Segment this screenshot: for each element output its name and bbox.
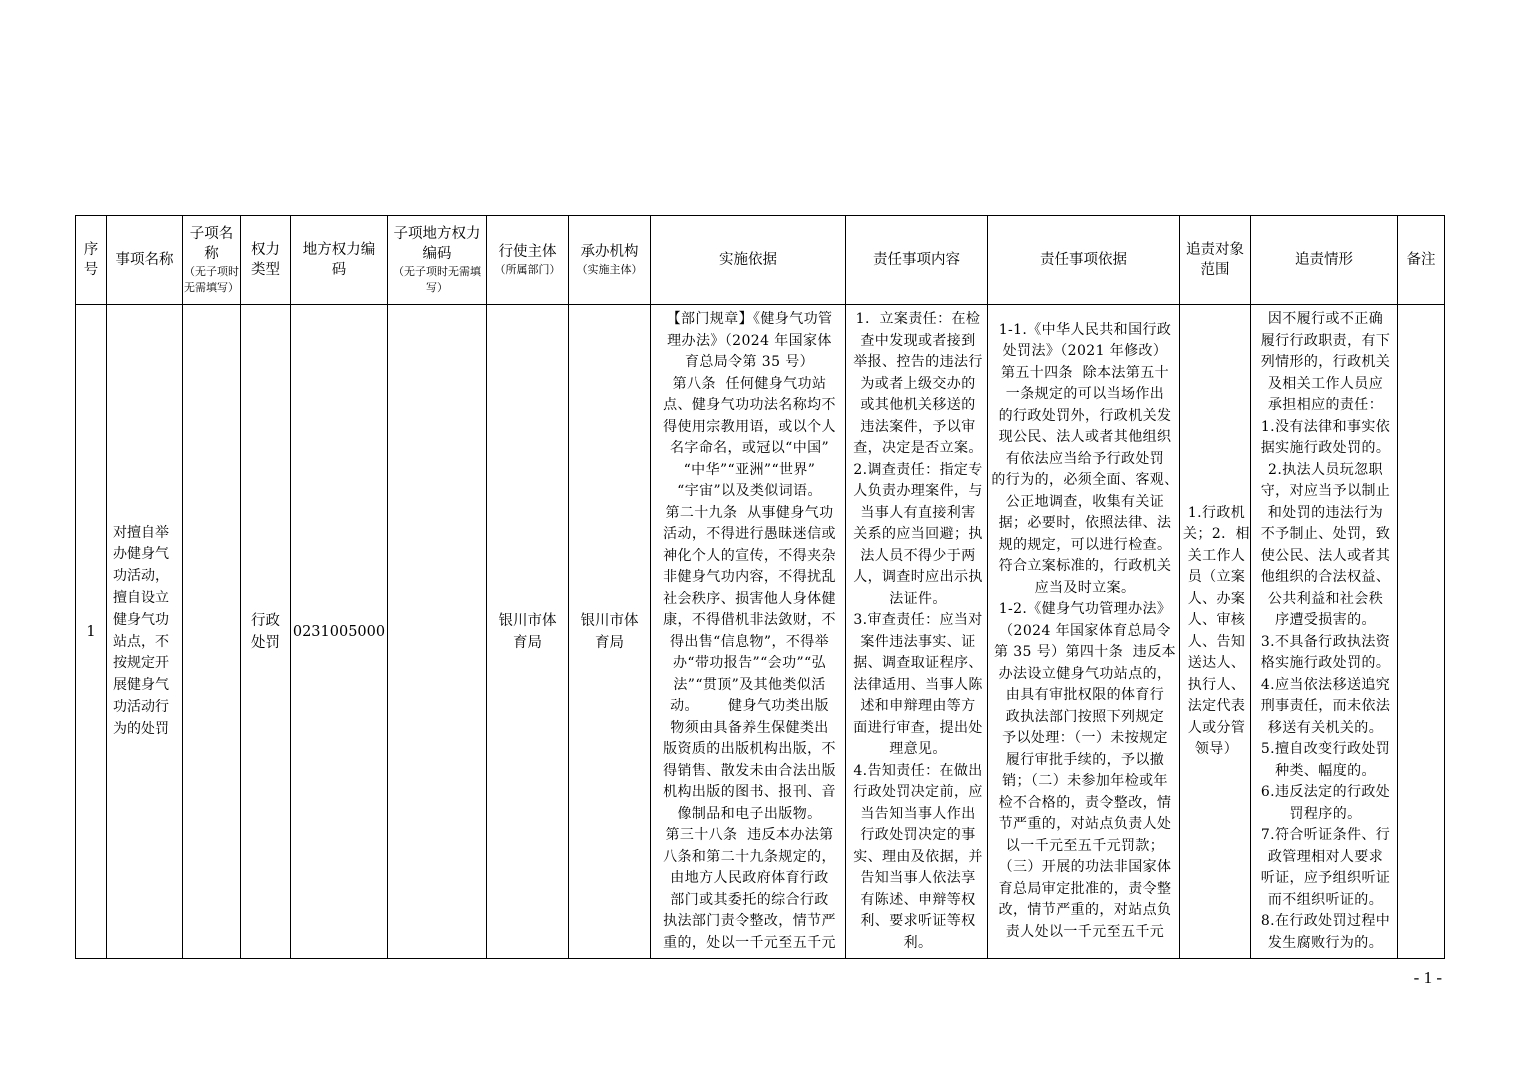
- header-sub-code-note: （无子项时无需填写）: [393, 265, 481, 294]
- cell-remark: [1398, 305, 1445, 959]
- header-agency: [569, 216, 651, 305]
- cell-subject: 银川市体育局: [487, 305, 569, 959]
- header-resp-content: 责任事项内容: [846, 216, 988, 305]
- resp-basis-text: 1-1.《中华人民共和国行政 处罚法》（2021 年修改） 第五十四条 除本法第五十 一条规定的可以当场作出 的行政处罚外，行政机关发 现公民、法人或者其他组织 有依法应当给予行政处罚 的行为的，必须全面、客观、 公正地调查，收集有关证 据；必要时，依照法律、法 规的规定，可以进行检查。 符合立案标准的，行政机关 应当及时立案。 1-2.《健身气功管理办法》 （2024 年国家体育总局令 第 35 号）第四十条 违反本 办法设立健身气功站点的， 由具有审批权限的体育行 政执法部门按照下列规定 予以处理：（一）未按规定 履行审批手续的，予以撤 销；（二）未参加年检或年 检不合格的，责令整改，情 节严重的，对站点负责人处 以一千元至五千元罚款； （三）开展的功法非国家体 育总局审定批准的，责令整 改，情节严重的，对站点负 责人处以一千元至五千元: [991, 321, 1179, 940]
- cases-text: 因不履行或不正确 履行行政职责，有下 列情形的，行政机关 及相关工作人员应 承担相应的责任： 1.没有法律和事实依 据实施行政处罚的。 2.执法人员玩忽职 守，对应当予以制止 和处罚的违法行为 不予制止、处罚，致 使公民、法人或者其 他组织的合法权益、 公共利益和社会秩 序遭受损害的。 3.不具备行政执法资 格实施行政处罚的。 4.应当依法移送追究 刑事责任，而未依法 移送有关机关的。 5.擅自改变行政处罚 种类、幅度的。 6.违反法定的行政处 罚程序的。 7.符合听证条件、行 政管理相对人要求 听证，应予组织听证 而不组织听证的。 8.在行政处罚过程中 发生腐败行为的。: [1260, 311, 1391, 951]
- table-row: [76, 305, 1445, 959]
- basis-text: 【部门规章】《健身气功管 理办法》（2024 年国家体 育总局令第 35 号） 第八条 任何健身气功站 点、健身气功功法名称均不 得使用宗教用语，或以个人 名字命名，或冠以“中国” “中华”“亚洲”“世界” “宇宙”以及类似词语。 第二十九条 从事健身气功 活动，不得进行愚昧迷信或 神化个人的宣传，不得夹杂 非健身气功内容，不得扰乱 社会秩序、损害他人身体健 康，不得借机非法敛财，不 得出售“信息物”，不得举 办“带功报告”“会功”“弘 法”“贯顶”及其他类似活 动。 健身气功类出版 物须由具备养生保健类出 版资质的出版机构出版，不 得销售、散发未由合法出版 机构出版的图书、报刊、音 像制品和电子出版物。 第三十八条 违反本办法第 八条和第二十九条规定的， 由地方人民政府体育行政 部门或其委托的综合行政 执法部门责令整改，情节严 重的，处以一千元至五千元: [663, 311, 836, 951]
- cell-cases: [1251, 305, 1398, 959]
- header-seq: 序号: [76, 216, 107, 305]
- header-subject: [487, 216, 569, 305]
- cell-agency: 银川市体育局: [569, 305, 651, 959]
- cell-seq: 1: [76, 305, 107, 959]
- cell-basis: [651, 305, 846, 959]
- header-code: 地方权力编码: [291, 216, 388, 305]
- cell-type: 行政处罚: [241, 305, 291, 959]
- cell-sub-name: [183, 305, 241, 959]
- header-name: 事项名称: [107, 216, 183, 305]
- header-sub-name-label: 子项名称: [189, 226, 234, 262]
- header-agency-note: （实施主体）: [576, 263, 643, 276]
- power-list-table: [75, 215, 1445, 959]
- header-remark: 备注: [1398, 216, 1445, 305]
- cell-scope: [1180, 305, 1251, 959]
- header-agency-label: 承办机构: [580, 244, 639, 260]
- resp-content-text: 1. 立案责任：在检 查中发现或者接到 举报、控告的违法行 为或者上级交办的 或其他机关移送的 违法案件，予以审 查，决定是否立案。 2.调查责任：指定专 人负责办理案件，与 当事人有直接利害 关系的应当回避；执 法人员不得少于两 人，调查时应出示执 法证件。 3.审查责任：应当对 案件违法事实、证 据、调查取证程序、 法律适用、当事人陈 述和申辩理由等方 面进行审查，提出处 理意见。 4.告知责任：在做出 行政处罚决定前，应 当告知当事人作出 行政处罚决定的事 实、理由及依据，并 告知当事人依法享 有陈述、申辩等权 利、要求听证等权 利。: [853, 311, 983, 951]
- header-cases: 追责情形: [1251, 216, 1398, 305]
- cell-resp-basis: [988, 305, 1180, 959]
- cell-name: 对擅自举办健身气功活动，擅自设立健身气功站点，不按规定开展健身气功活动行为的处罚: [107, 305, 183, 959]
- header-type: 权力类型: [241, 216, 291, 305]
- page-number: - 1 -: [1413, 968, 1442, 987]
- header-sub-name-note: （无子项时无需填写）: [184, 265, 239, 294]
- header-sub-code: [388, 216, 487, 305]
- header-subject-label: 行使主体: [498, 244, 557, 260]
- cell-code: 0231005000: [291, 305, 388, 959]
- header-sub-code-label: 子项地方权力编码: [393, 226, 481, 262]
- header-subject-note: （所属部门）: [494, 263, 561, 276]
- header-resp-basis: 责任事项依据: [988, 216, 1180, 305]
- cell-sub-code: [388, 305, 487, 959]
- cell-resp-content: [846, 305, 988, 959]
- header-row: [76, 216, 1445, 305]
- header-scope: 追责对象范围: [1180, 216, 1251, 305]
- header-sub-name: [183, 216, 241, 305]
- scope-text: 1.行政机 关；2．相 关工作人 员（立案 人、办案 人、审核 人、告知 送达人、 执行人、 法定代表 人或分管 领导）: [1183, 504, 1250, 757]
- header-basis: 实施依据: [651, 216, 846, 305]
